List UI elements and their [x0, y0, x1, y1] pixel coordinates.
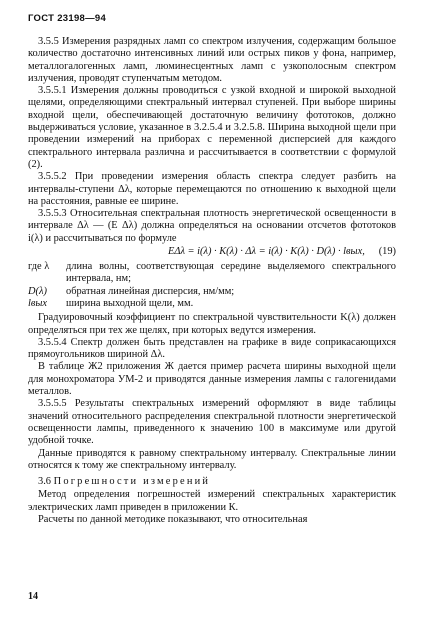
paragraph-error-method: Метод определения погрешностей измерений спектральных характеристик электрических ламп приведен в приложении К.: [28, 489, 396, 513]
document-body: [28, 36, 396, 526]
paragraph-calculations: Расчеты по данной методике показывают, что относительная: [38, 513, 308, 525]
paragraph-spectral-interval: Данные приводятся к равному спектральному интервалу. Спектральные линии относятся к тому же спектральному интервалу.: [28, 447, 396, 471]
definition-text: обратная линейная дисперсия, нм/мм;: [66, 285, 235, 297]
definitions-list: [28, 261, 396, 310]
definition-item: [28, 261, 396, 286]
section-heading-3-6: [28, 476, 396, 488]
formula-number: (19): [378, 246, 396, 258]
paragraph-3-5-5-3: 3.5.5.3 Относительная спектральная плотность энергетической освещенности в интервале Δλ — (E Δλ) должна определяться на основании отсчетов фототоков i(λ) и рассчитываться по формуле: [28, 208, 396, 244]
page-number: 14: [28, 591, 38, 602]
definition-item: [28, 286, 396, 298]
paragraph-3-5-5: 3.5.5 Измерения разрядных ламп со спектром излучения, содержащим большое количество достаточно интенсивных линий или острых пиков у фона, например, металлогалогенных ламп, люминесцентных ламп с узкополосным спектром излучения, проводят ступенчатым методом.: [28, 36, 396, 84]
document-header: ГОСТ 23198—94: [28, 13, 107, 24]
definition-symbol: lвых: [28, 297, 48, 309]
paragraph-table-zh2: В таблице Ж2 приложения Ж дается пример расчета ширины выходной щели для монохроматора УМ-2 и приводятся данные измерения лампы с галогенидами металлов.: [28, 361, 396, 398]
section-title: Погрешности измерений: [53, 476, 211, 488]
paragraph-calibration: Градуировочный коэффициент по спектральной чувствительности K(λ) должен определяться при тех же щелях, при которых ведутся измерения.: [28, 312, 396, 336]
paragraph-3-5-5-4: 3.5.5.4 Спектр должен быть представлен на графике в виде соприкасающихся прямоугольников шириной Δλ.: [28, 336, 396, 361]
definition-item: [28, 298, 396, 310]
definition-text: длина волны, соответствующая середине выделяемого спектрального интервала, нм;: [66, 261, 396, 285]
paragraph-3-5-5-2: 3.5.5.2 При проведении измерения область спектра следует разбить на интервалы-ступени Δλ, которые перемещаются по отношению к выходной щели на расстояния, равные ее ширине.: [28, 171, 396, 207]
section-number: 3.6: [38, 476, 51, 488]
definition-symbol: где λ: [28, 261, 50, 273]
definition-symbol: D(λ): [28, 285, 47, 297]
paragraph-3-5-5-5: 3.5.5.5 Результаты спектральных измерений оформляют в виде таблицы значений относительного распределения спектральной плотности энергетической освещенности лампы, приведенного к значению 100 в максимуме или другой удобной точке.: [28, 398, 396, 447]
formula-expression: EΔλ = i(λ) · K(λ) · Δλ = i(λ) · K(λ) · D(λ) · lвых,: [168, 246, 365, 258]
definition-text: ширина выходной щели, мм.: [66, 297, 194, 309]
paragraph-3-5-5-1: 3.5.5.1 Измерения должны проводиться с узкой входной и широкой выходной щелями, определяющими спектральный интервал ступеней. При выборе ширины входной щели, обеспечивающей достаточную величину фототоков, должно выдерживаться условие, указанное в 3.2.5.4 и 3.2.5.8. Ширина выходной щели при проведении измерений на приборах с переменной дисперсией для каждого спектрального интервала различна и рассчитывается в соответствии с формулой (2).: [28, 85, 396, 170]
formula-19: [28, 246, 396, 259]
